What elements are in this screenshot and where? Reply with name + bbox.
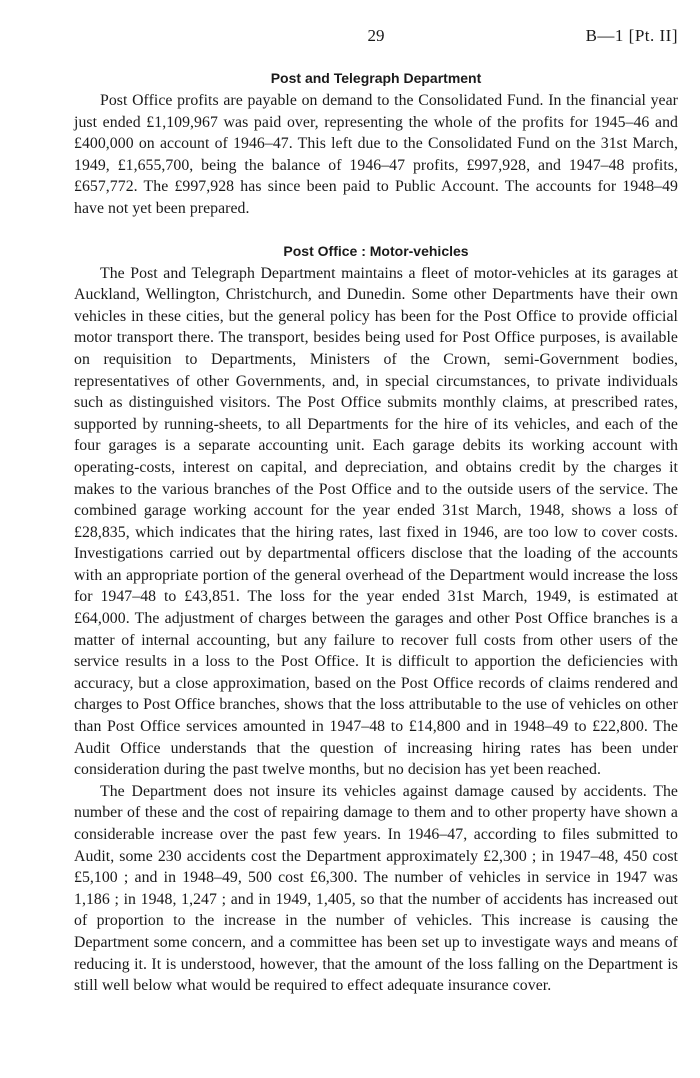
body-paragraph: Post Office profits are payable on demand to the Consolidated Fund. In the financial year just ended £1,109,967 was paid over, representing the whole of the profits for 1945–46 and £400,000 on account of 1946–47. This left due to the Consolidated Fund on the 31st March, 1949, £1,655,700, being the balance of 1946–47 profits, £997,928, and 1947–48 profits, £657,772. The £997,928 has since been paid to Public Account. The accounts for 1948–49 have not yet been prepared. — [74, 92, 678, 217]
section-heading: Post Office : Motor-vehicles — [283, 242, 469, 259]
running-head: B—1 [Pt. II] — [585, 26, 678, 45]
document-page — [74, 26, 678, 997]
section-motor-vehicles — [74, 241, 678, 997]
page-number: 29 — [367, 26, 385, 45]
body-paragraph: The Department does not insure its vehicles against damage caused by accidents. The number of these and the cost of repairing damage to them and to other property have shown a considerable increase over the past few years. In 1946–47, according to files submitted to Audit, some 230 accidents cost the Department approximately £2,300 ; in 1947–48, 450 cost £5,100 ; and in 1948–49, 500 cost £6,300. The number of vehicles in service in 1947 was 1,186 ; in 1948, 1,247 ; and in 1949, 1,405, so that the number of accidents has increased out of proportion to the increase in the number of vehicles. This increase is causing the Department some concern, and a committee has been set up to investigate ways and means of reducing it. It is understood, however, that the amount of the loss falling on the Department is still well below what would be required to effect adequate insurance cover. — [74, 782, 678, 995]
page-header — [74, 26, 678, 54]
body-paragraph: The Post and Telegraph Department maintains a fleet of motor-vehicles at its garages at Auckland, Wellington, Christchurch, and Dunedin. Some other Departments have their own vehicles in these cities, but the general policy has been for the Post Office to provide official motor transport there. The transport, besides being used for Post Office purposes, is available on requisition to Departments, Ministers of the Crown, semi-Government bodies, representatives of other Governments, and, in special circumstances, to private individuals such as distinguished visitors. The Post Office submits monthly claims, at prescribed rates, supported by running-sheets, to all Departments for the hire of its vehicles, and each of the four garages is a separate accounting unit. Each garage debits its working account with operating-costs, interest on capital, and depreciation, and obtains credit by the charges it makes to the various branches of the Post Office and to the outside users of the service. The combined garage working account for the year ended 31st March, 1948, shows a loss of £28,835, which indicates that the hiring rates, last fixed in 1946, are too low to cover costs. Investigations carried out by departmental officers disclose that the loading of the accounts with an appropriate portion of the general overhead of the Department would increase the loss for 1947–48 to £43,851. The loss for the year ended 31st March, 1949, is estimated at £64,000. The adjustment of charges between the garages and other Post Office branches is a matter of internal accounting, but any failure to recover full costs from other users of the service results in a loss to the Post Office. It is difficult to apportion the deficiencies with accuracy, but a close approximation, based on the Post Office records of claims rendered and charges to Post Office branches, shows that the loss attributable to the use of vehicles on other than Post Office services amounted in 1947–48 to £14,800 and in 1948–49 to £22,800. The Audit Office understands that the question of increasing hiring rates has been under consideration during the past twelve months, but no decision has yet been reached. — [74, 264, 678, 779]
section-heading: Post and Telegraph Department — [270, 70, 482, 86]
section-post-and-telegraph — [74, 68, 678, 220]
